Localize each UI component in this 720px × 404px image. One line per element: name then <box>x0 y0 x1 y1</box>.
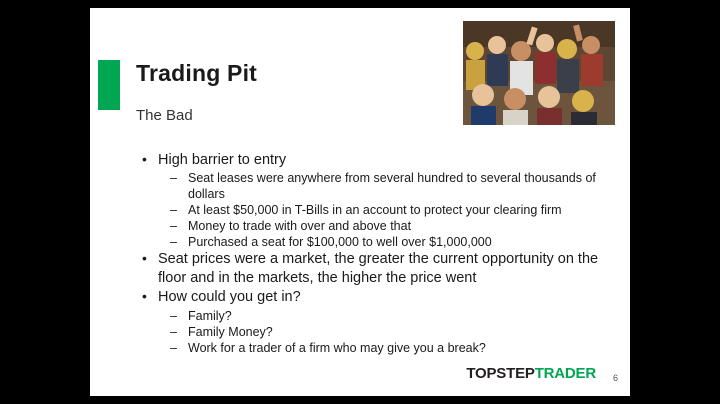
sub-bullet-text: Seat leases were anywhere from several hundred to several thousands of dollars <box>188 171 596 202</box>
title-accent-block <box>98 60 120 110</box>
topsteptrader-logo <box>466 365 596 382</box>
slide-title: Trading Pit <box>136 60 258 86</box>
bullet-item <box>136 250 616 287</box>
bullet-marker: • <box>142 151 147 167</box>
sub-bullet-marker: – <box>170 171 177 186</box>
bullet-item <box>136 151 616 169</box>
logo-text-secondary: TRADER <box>534 365 596 382</box>
sub-bullet-item <box>136 324 616 340</box>
sub-bullet-item <box>136 170 616 202</box>
bullet-text: Seat prices were a market, the greater the current opportunity on the floor and in the markets, the higher the price went <box>158 251 599 286</box>
sub-bullet-item <box>136 202 616 218</box>
trading-pit-photo <box>463 21 615 125</box>
sub-bullet-item <box>136 340 616 356</box>
sub-bullet-marker: – <box>170 324 177 339</box>
sub-bullet-text: Family? <box>188 308 232 323</box>
sub-bullet-marker: – <box>170 203 177 218</box>
bullet-text: High barrier to entry <box>158 152 287 168</box>
sub-bullet-item <box>136 234 616 250</box>
sub-bullet-text: Purchased a seat for $100,000 to well over $1,000,000 <box>188 235 492 250</box>
bullet-item <box>136 288 616 306</box>
presentation-slide <box>90 8 630 396</box>
sub-bullet-text: Work for a trader of a firm who may give you a break? <box>188 340 486 355</box>
trading-pit-photo-graphic <box>463 21 615 125</box>
sub-bullet-item <box>136 218 616 234</box>
slide-page-number: 6 <box>612 373 618 383</box>
sub-bullet-marker: – <box>170 235 177 250</box>
sub-bullet-text: Money to trade with over and above that <box>188 219 412 234</box>
sub-bullet-item <box>136 308 616 324</box>
slide-body <box>136 151 616 356</box>
slide-subtitle: The Bad <box>136 107 193 124</box>
bullet-text: How could you get in? <box>158 289 301 306</box>
sub-bullet-text: Family Money? <box>188 324 273 339</box>
sub-bullet-text: At least $50,000 in T-Bills in an account to protect your clearing firm <box>188 203 562 218</box>
sub-bullet-marker: – <box>170 219 177 234</box>
bullet-marker: • <box>142 288 147 305</box>
bullet-marker: • <box>142 250 147 267</box>
sub-bullet-marker: – <box>170 340 177 355</box>
sub-bullet-marker: – <box>170 308 177 323</box>
logo-text-primary: TOPSTEP <box>466 365 535 382</box>
